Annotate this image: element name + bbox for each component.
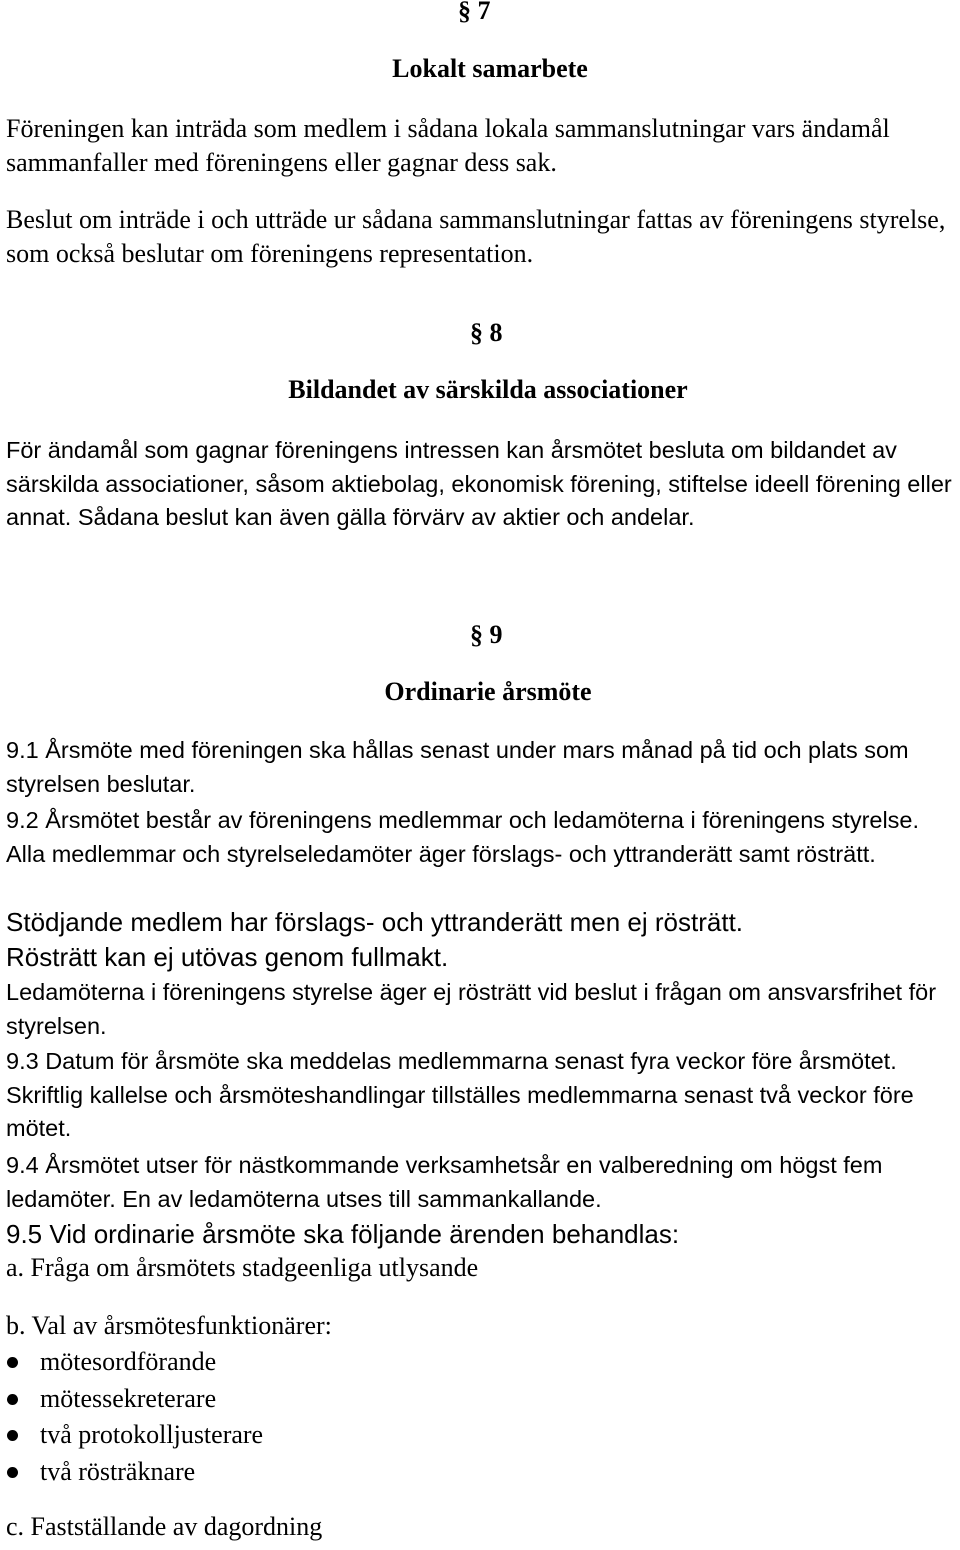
section-9-paragraph-9-4: 9.4 Årsmötet utser för nästkommande verksamhetsår en valberedning om högst fem ledamöter. En av ledamöterna utses till sammankallande.	[6, 1152, 883, 1212]
list-item: mötesordförande	[0, 1344, 263, 1381]
list-item: två protokolljusterare	[0, 1417, 263, 1454]
section-7-paragraph-2: Beslut om inträde i och utträde ur sådana sammanslutningar fattas av föreningens styrelse, som också beslutar om föreningens representation.	[6, 205, 946, 268]
bullet-icon	[7, 1357, 18, 1368]
section-8-title: Bildandet av särskilda associationer	[288, 375, 688, 404]
section-9-supporting-member: Stödjande medlem har förslags- och yttranderätt men ej rösträtt.	[6, 907, 744, 937]
section-7-paragraph-1: Föreningen kan inträda som medlem i sådana lokala sammanslutningar vars ändamål sammanfaller med föreningens eller gagnar dess sak.	[6, 114, 890, 177]
section-9-board-vote: Ledamöterna i föreningens styrelse äger ej rösträtt vid beslut i frågan om ansvarsfrihet för styrelsen.	[6, 979, 937, 1039]
section-7-title: Lokalt samarbete	[392, 54, 588, 83]
agenda-item-c: c. Fastställande av dagordning	[6, 1512, 323, 1541]
agenda-item-a: a. Fråga om årsmötets stadgeenliga utlysande	[6, 1253, 479, 1282]
section-9-title: Ordinarie årsmöte	[384, 677, 592, 706]
section-9-number: § 9	[470, 620, 503, 649]
section-8-paragraph-1: För ändamål som gagnar föreningens intressen kan årsmötet besluta om bildandet av särskilda associationer, såsom aktiebolag, ekonomisk förening, stiftelse ideell förening eller annat. Sådana beslut kan även gälla förvärv av aktier och andelar.	[6, 437, 952, 530]
section-9-paragraph-9-2: 9.2 Årsmötet består av föreningens medlemmar och ledamöterna i föreningens styrelse. Alla medlemmar och styrelseledamöter äger förslags- och yttranderätt samt rösträtt.	[6, 807, 920, 867]
section-9-proxy-vote: Rösträtt kan ej utövas genom fullmakt.	[6, 942, 449, 972]
officials-list	[0, 1344, 263, 1490]
section-9-paragraph-9-1: 9.1 Årsmöte med föreningen ska hållas senast under mars månad på tid och plats som styrelsen beslutar.	[6, 737, 909, 797]
list-item: två rösträknare	[0, 1454, 263, 1491]
section-9-paragraph-9-5: 9.5 Vid ordinarie årsmöte ska följande ärenden behandlas:	[6, 1219, 680, 1249]
bullet-icon	[7, 1394, 18, 1405]
section-7-number: § 7	[458, 0, 491, 25]
section-9-paragraph-9-3: 9.3 Datum för årsmöte ska meddelas medlemmarna senast fyra veckor före årsmötet. Skriftlig kallelse och årsmöteshandlingar tillställes medlemmarna senast två veckor före mötet.	[6, 1048, 914, 1141]
agenda-item-b: b. Val av årsmötesfunktionärer:	[6, 1311, 332, 1340]
section-8-number: § 8	[470, 318, 503, 347]
list-item: mötessekreterare	[0, 1381, 263, 1418]
bullet-icon	[7, 1467, 18, 1478]
bullet-icon	[7, 1430, 18, 1441]
